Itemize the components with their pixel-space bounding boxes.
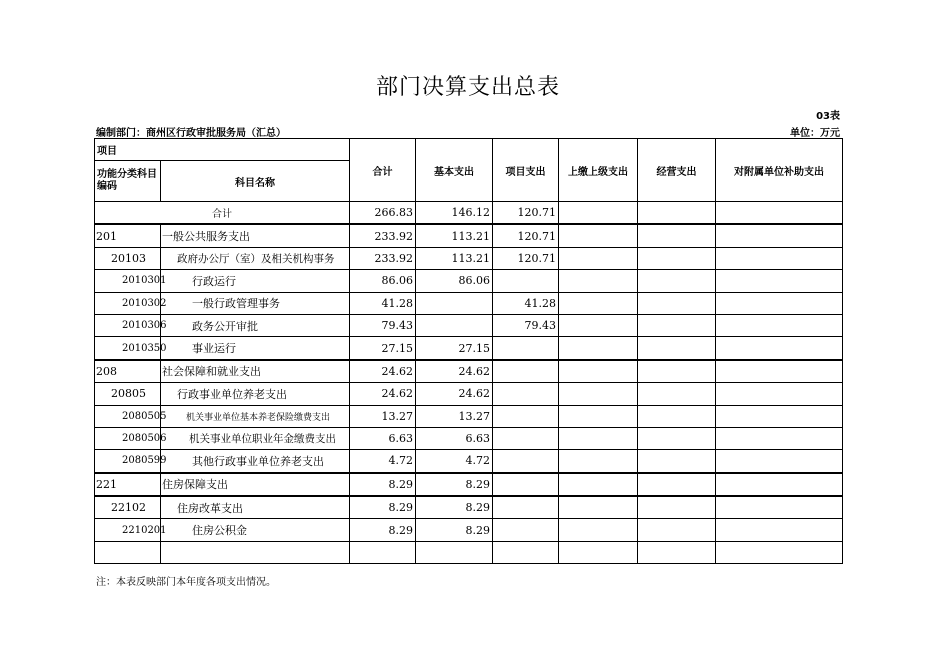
- row-name: 行政事业单位养老支出: [161, 383, 350, 405]
- row-project: [493, 405, 559, 427]
- row-project: 41.28: [493, 292, 559, 314]
- row-project: [493, 450, 559, 473]
- table-row: [95, 224, 843, 247]
- row-total: 86.06: [350, 270, 416, 292]
- row-total: 6.63: [350, 427, 416, 449]
- row-total: 79.43: [350, 314, 416, 336]
- row-name: 社会保障和就业支出: [161, 360, 350, 383]
- header-basic: 基本支出: [416, 139, 493, 202]
- row-name: 事业运行: [161, 337, 350, 360]
- row-code: 201: [95, 224, 161, 247]
- table-row: [95, 496, 843, 519]
- table-row: [95, 314, 843, 336]
- table-row: [95, 450, 843, 473]
- row-total: 24.62: [350, 360, 416, 383]
- row-name: 机关事业单位基本养老保险缴费支出: [161, 405, 350, 427]
- table-row: [95, 292, 843, 314]
- row-name: 一般公共服务支出: [161, 224, 350, 247]
- row-name: 一般行政管理事务: [161, 292, 350, 314]
- row-name: 政府办公厅（室）及相关机构事务: [161, 247, 350, 269]
- row-total: 13.27: [350, 405, 416, 427]
- table-row: [95, 337, 843, 360]
- total-row: [95, 202, 843, 225]
- row-total: 233.92: [350, 224, 416, 247]
- header-name: 科目名称: [161, 161, 350, 202]
- empty-row: [95, 541, 843, 563]
- row-code: 208: [95, 360, 161, 383]
- row-name: 政务公开审批: [161, 314, 350, 336]
- total-project: 120.71: [493, 202, 559, 225]
- row-project: [493, 383, 559, 405]
- table-row: [95, 247, 843, 269]
- department-label: 编制部门：商州区行政审批服务局（汇总）: [96, 128, 286, 139]
- row-basic: 113.21: [416, 224, 493, 247]
- row-total: 8.29: [350, 496, 416, 519]
- row-code: 2080506: [95, 427, 161, 449]
- table-row: [95, 405, 843, 427]
- header-subsidy-expense: 对附属单位补助支出: [716, 139, 843, 202]
- row-code: 221: [95, 473, 161, 496]
- row-total: 24.62: [350, 383, 416, 405]
- header-operating-expense: 经营支出: [638, 139, 716, 202]
- row-code: 2080599: [95, 450, 161, 473]
- row-total: 27.15: [350, 337, 416, 360]
- row-project: 120.71: [493, 247, 559, 269]
- row-code: 2010301: [95, 270, 161, 292]
- row-project: 120.71: [493, 224, 559, 247]
- row-name: 其他行政事业单位养老支出: [161, 450, 350, 473]
- row-basic: 24.62: [416, 360, 493, 383]
- row-project: 79.43: [493, 314, 559, 336]
- row-project: [493, 427, 559, 449]
- row-total: 4.72: [350, 450, 416, 473]
- header-upper-expense: 上缴上级支出: [559, 139, 638, 202]
- row-basic: 24.62: [416, 383, 493, 405]
- row-basic: 8.29: [416, 496, 493, 519]
- row-total: 41.28: [350, 292, 416, 314]
- row-basic: 8.29: [416, 473, 493, 496]
- page-title: 部门决算支出总表: [375, 75, 560, 100]
- row-basic: 86.06: [416, 270, 493, 292]
- row-code: 20103: [95, 247, 161, 269]
- total-basic: 146.12: [416, 202, 493, 225]
- row-code: 2010302: [95, 292, 161, 314]
- footnote: 注：本表反映部门本年度各项支出情况。: [96, 577, 276, 588]
- header-project: 项目: [95, 139, 350, 161]
- table-row: [95, 519, 843, 541]
- row-project: [493, 496, 559, 519]
- row-basic: 6.63: [416, 427, 493, 449]
- expenditure-table: [94, 138, 843, 564]
- row-basic: 27.15: [416, 337, 493, 360]
- row-code: 22102: [95, 496, 161, 519]
- table-row: [95, 270, 843, 292]
- row-basic: 113.21: [416, 247, 493, 269]
- table-row: [95, 383, 843, 405]
- row-code: 20805: [95, 383, 161, 405]
- row-name: 住房保障支出: [161, 473, 350, 496]
- row-basic: 8.29: [416, 519, 493, 541]
- table-number: 03表: [816, 111, 840, 122]
- table-row: [95, 427, 843, 449]
- row-project: [493, 337, 559, 360]
- row-name: 行政运行: [161, 270, 350, 292]
- header-project-expense: 项目支出: [493, 139, 559, 202]
- total-label: 合计: [95, 202, 350, 225]
- row-basic: [416, 292, 493, 314]
- row-total: 8.29: [350, 519, 416, 541]
- header-code: 功能分类科目编码: [95, 161, 161, 202]
- row-name: 住房改革支出: [161, 496, 350, 519]
- row-project: [493, 473, 559, 496]
- table-row: [95, 473, 843, 496]
- row-basic: 13.27: [416, 405, 493, 427]
- table-row: [95, 360, 843, 383]
- header-total: 合计: [350, 139, 416, 202]
- row-code: 2210201: [95, 519, 161, 541]
- row-code: 2010306: [95, 314, 161, 336]
- row-code: 2080505: [95, 405, 161, 427]
- row-name: 机关事业单位职业年金缴费支出: [161, 427, 350, 449]
- row-project: [493, 519, 559, 541]
- row-total: 233.92: [350, 247, 416, 269]
- row-code: 2010350: [95, 337, 161, 360]
- row-name: 住房公积金: [161, 519, 350, 541]
- row-total: 8.29: [350, 473, 416, 496]
- row-project: [493, 360, 559, 383]
- row-project: [493, 270, 559, 292]
- total-value: 266.83: [350, 202, 416, 225]
- unit-label: 单位：万元: [790, 128, 840, 139]
- row-basic: [416, 314, 493, 336]
- row-basic: 4.72: [416, 450, 493, 473]
